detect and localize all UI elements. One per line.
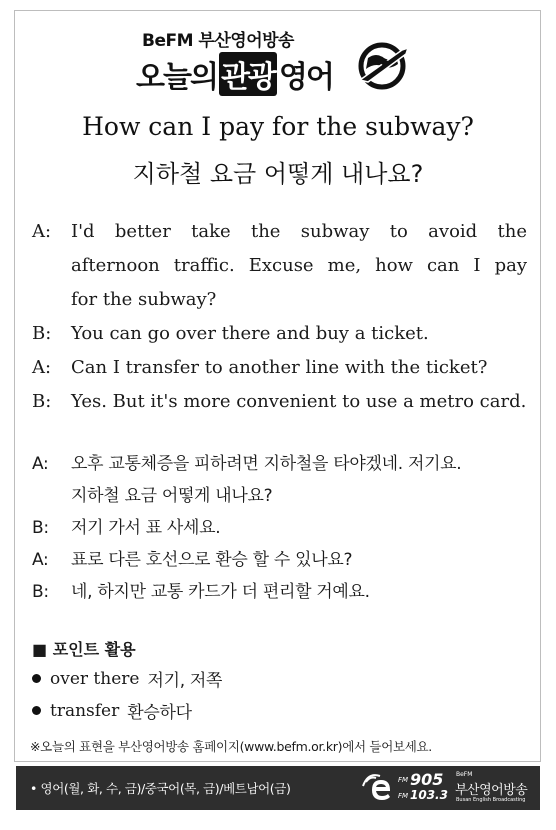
frequency-primary: 905 [410, 770, 444, 789]
bullet-icon [32, 706, 41, 715]
dialog-line [32, 215, 527, 249]
point-korean: 저기, 저쪽 [147, 671, 223, 691]
dialog-text: afternoon traffic. Excuse me, how can I pay [71, 255, 527, 276]
dialog-text: I'd better take the subway to avoid the [71, 221, 527, 242]
fm-label: FM [398, 792, 409, 800]
befm-logo-icon [360, 772, 398, 804]
dialog-text: Yes. But it's more convenient to use a metro card. [71, 391, 527, 412]
dialog-line [32, 249, 527, 283]
speaker-label: A: [32, 454, 49, 474]
point-item [32, 666, 222, 691]
speaker-label: B: [32, 518, 49, 538]
dialog-line [32, 576, 527, 608]
station-name: BeFM 부산영어방송 [142, 31, 294, 51]
speaker-label: B: [32, 323, 52, 344]
dialog-text: 표로 다른 호선으로 환승 할 수 있나요? [71, 550, 353, 570]
fm-label: FM [398, 776, 409, 784]
point-english: over there [50, 668, 140, 689]
dialog-text: 네, 하지만 교통 카드가 더 편리할 거예요. [71, 582, 370, 602]
speaker-label: A: [32, 550, 49, 570]
dialog-text: 저기 가서 표 사세요. [71, 518, 221, 538]
title-korean: 지하철 요금 어떻게 내나요? [132, 160, 424, 188]
dialog-line [32, 480, 527, 512]
dialog-line [32, 448, 527, 480]
brand-english: Busan English Broadcasting [456, 797, 526, 803]
point-english: transfer [50, 700, 120, 721]
korean-dialog [32, 448, 527, 608]
program-title-boxed: 관광 [219, 52, 277, 96]
dialog-line [32, 317, 527, 351]
dialog-line [32, 385, 527, 419]
speaker-label: A: [32, 221, 52, 242]
dialog-text: 오후 교통체증을 피하려면 지하철을 타야겠네. 저기요. [71, 454, 462, 474]
station-branding [354, 766, 540, 810]
dialog-text: 지하철 요금 어떻게 내나요? [71, 486, 273, 506]
brand-name: 부산영어방송 [455, 783, 528, 798]
dialog-text: You can go over there and buy a ticket. [71, 323, 429, 344]
dialog-text: for the subway? [71, 289, 217, 310]
program-logo [0, 20, 556, 100]
title-english: How can I pay for the subway? [82, 112, 474, 141]
broadcast-schedule: • 영어(월, 화, 수, 금)/중국어(목, 금)/베트남어(금) [16, 766, 354, 810]
globe-airplane-icon [354, 36, 414, 96]
dialog-line [32, 544, 527, 576]
dialog-text: Can I transfer to another line with the ticket? [71, 357, 488, 378]
program-title-part2: 영어 [278, 60, 333, 95]
program-title-part1: 오늘의 [136, 60, 217, 95]
speaker-label: B: [32, 391, 52, 412]
bullet-icon [32, 674, 41, 683]
speaker-label: A: [32, 357, 52, 378]
website-note: ※오늘의 표현을 부산영어방송 홈페이지(www.befm.or.kr)에서 들어보세요. [30, 739, 432, 754]
dialog-line [32, 283, 527, 317]
speaker-label: B: [32, 582, 49, 602]
frequency-secondary: 103.3 [410, 788, 448, 802]
english-dialog [32, 215, 527, 419]
point-item [32, 698, 192, 723]
dialog-line [32, 351, 527, 385]
brand-small: BeFM [456, 771, 473, 778]
dialog-line [32, 512, 527, 544]
points-heading: ■ 포인트 활용 [32, 640, 136, 659]
point-korean: 환승하다 [127, 703, 192, 723]
program-title [136, 52, 333, 96]
